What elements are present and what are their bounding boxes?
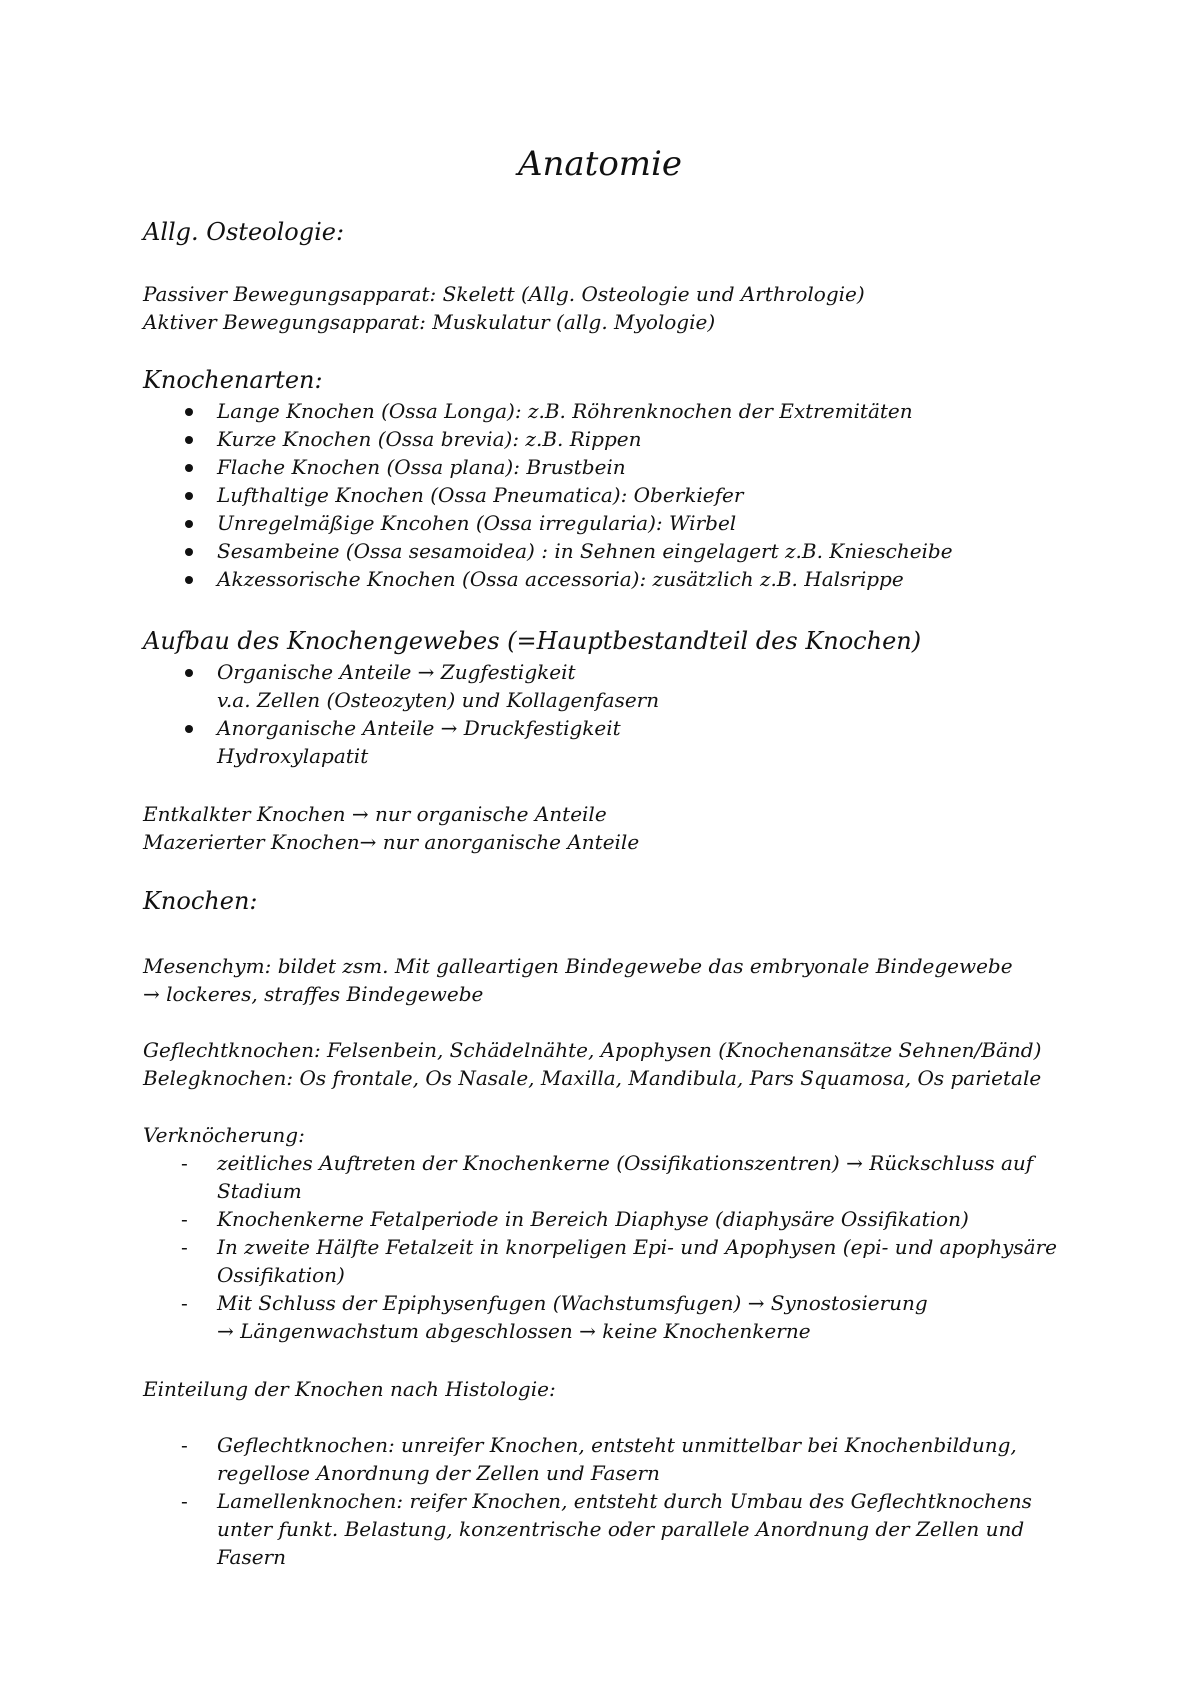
list-item: Anorganische Anteile → Druckfestigkeit — [143, 714, 1143, 742]
text-line: Belegknochen: Os frontale, Os Nasale, Maxilla, Mandibula, Pars Squamosa, Os parietale — [143, 1066, 1042, 1090]
dash-marker: - — [181, 1489, 188, 1513]
bullet-marker — [185, 436, 193, 444]
list-item: Sesambeine (Ossa sesamoidea) : in Sehnen eingelagert z.B. Kniescheibe — [143, 537, 1143, 565]
list-item: - Lamellenknochen: reifer Knochen, entsteht durch Umbau des Geflechtknochens — [181, 1489, 1032, 1513]
heading-aufbau: Aufbau des Knochengewebes (=Hauptbestandteil des Knochen) — [143, 627, 922, 655]
heading-histologie: Einteilung der Knochen nach Histologie: — [143, 1377, 556, 1401]
bullet-marker — [185, 576, 193, 584]
dash-marker: - — [181, 1235, 188, 1259]
list-item: Akzessorische Knochen (Ossa accessoria): zusätzlich z.B. Halsrippe — [143, 565, 1143, 593]
list-item-continuation: → Längenwachstum abgeschlossen → keine Knochenkerne — [217, 1319, 811, 1343]
heading-osteologie: Allg. Osteologie: — [143, 218, 345, 246]
list-item: - Mit Schluss der Epiphysenfugen (Wachstumsfugen) → Synostosierung — [181, 1291, 928, 1315]
list-item-continuation: v.a. Zellen (Osteozyten) und Kollagenfasern — [217, 688, 660, 712]
list-item: Organische Anteile → Zugfestigkeit — [143, 658, 1143, 686]
bullet-marker — [185, 492, 193, 500]
text-line: Aktiver Bewegungsapparat: Muskulatur (allg. Myologie) — [143, 310, 716, 334]
list-item-continuation: Fasern — [217, 1545, 286, 1569]
text-line: Geflechtknochen: Felsenbein, Schädelnähte, Apophysen (Knochenansätze Sehnen/Bänd) — [143, 1038, 1042, 1062]
heading-knochen: Knochen: — [143, 887, 258, 915]
list-item: Unregelmäßige Kncohen (Ossa irregularia): Wirbel — [143, 509, 1143, 537]
list-item: Flache Knochen (Ossa plana): Brustbein — [143, 453, 1143, 481]
bullet-list-aufbau — [143, 658, 1143, 770]
list-item-continuation: Hydroxylapatit — [217, 744, 369, 768]
bullet-marker — [185, 408, 193, 416]
list-item: Kurze Knochen (Ossa brevia): z.B. Rippen — [143, 425, 1143, 453]
bullet-marker — [185, 548, 193, 556]
dash-marker: - — [181, 1151, 188, 1175]
list-item: Lufthaltige Knochen (Ossa Pneumatica): Oberkiefer — [143, 481, 1143, 509]
bullet-marker — [185, 520, 193, 528]
dash-marker: - — [181, 1291, 188, 1315]
list-item: Lange Knochen (Ossa Longa): z.B. Röhrenknochen der Extremitäten — [143, 397, 1143, 425]
text-line: → lockeres, straffes Bindegewebe — [143, 982, 484, 1006]
bullet-list-knochenarten — [143, 397, 1143, 593]
page-title: Anatomie — [517, 144, 683, 184]
list-item: - Knochenkerne Fetalperiode in Bereich Diaphyse (diaphysäre Ossifikation) — [181, 1207, 969, 1231]
text-line: Mesenchym: bildet zsm. Mit galleartigen Bindegewebe das embryonale Bindegewebe — [143, 954, 1013, 978]
heading-verknoecherung: Verknöcherung: — [143, 1123, 305, 1147]
list-item-continuation: regellose Anordnung der Zellen und Fasern — [217, 1461, 660, 1485]
list-item-continuation: Ossifikation) — [217, 1263, 345, 1287]
list-item: - In zweite Hälfte Fetalzeit in knorpeligen Epi- und Apophysen (epi- und apophysäre — [181, 1235, 1057, 1259]
list-item-continuation: unter funkt. Belastung, konzentrische oder parallele Anordnung der Zellen und — [217, 1517, 1025, 1541]
heading-knochenarten: Knochenarten: — [143, 366, 323, 394]
dash-marker: - — [181, 1433, 188, 1457]
text-line: Passiver Bewegungsapparat: Skelett (Allg. Osteologie und Arthrologie) — [143, 282, 865, 306]
list-item: - Geflechtknochen: unreifer Knochen, entsteht unmittelbar bei Knochenbildung, — [181, 1433, 1017, 1457]
bullet-marker — [185, 464, 193, 472]
text-line: Entkalkter Knochen → nur organische Anteile — [143, 802, 607, 826]
dash-marker: - — [181, 1207, 188, 1231]
text-line: Mazerierter Knochen→ nur anorganische Anteile — [143, 830, 640, 854]
dash-list-histologie — [143, 1431, 1143, 1571]
bullet-marker — [185, 725, 193, 733]
bullet-marker — [185, 669, 193, 677]
list-item-continuation: Stadium — [217, 1179, 302, 1203]
list-item: - zeitliches Auftreten der Knochenkerne (Ossifikationszentren) → Rückschluss auf — [181, 1151, 1034, 1175]
dash-list-verknoecherung — [143, 1149, 1143, 1345]
